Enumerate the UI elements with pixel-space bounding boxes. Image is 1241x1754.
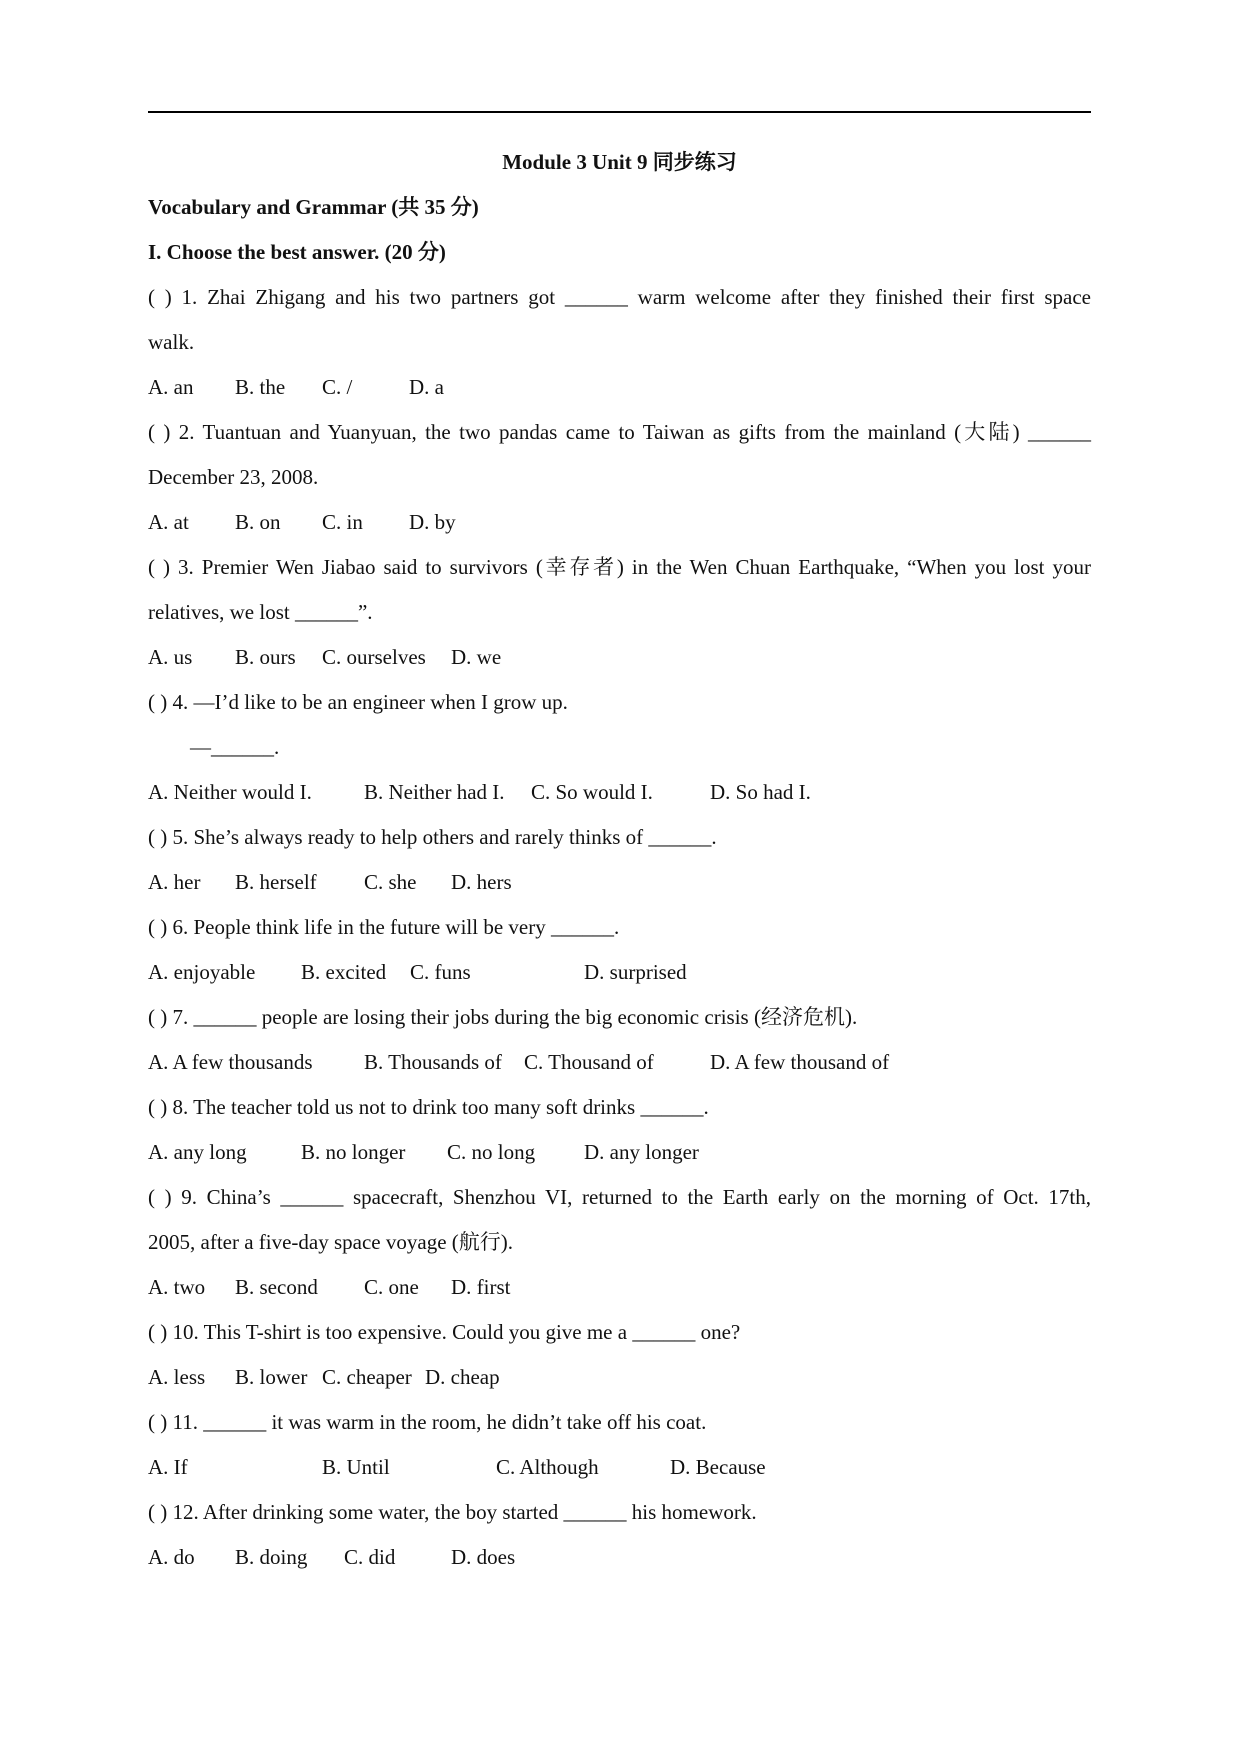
question-stem: ( ) 4. —I’d like to be an engineer when I grow up.: [148, 690, 568, 714]
question-7: [148, 995, 1091, 1085]
header-rule: [148, 111, 1091, 113]
option-a[interactable]: A. two: [148, 1275, 206, 1299]
option-a[interactable]: A. any long: [148, 1140, 247, 1164]
option-a[interactable]: A. Neither would I.: [148, 780, 312, 804]
option-a[interactable]: A. at: [148, 510, 189, 534]
question-10: [148, 1310, 1091, 1400]
question-12: [148, 1490, 1091, 1580]
option-c[interactable]: C. Although: [496, 1455, 599, 1479]
option-d[interactable]: D. does: [451, 1545, 516, 1569]
question-11: [148, 1400, 1091, 1490]
question-stem-cont: relatives, we lost ______”.: [148, 600, 373, 624]
option-b[interactable]: B. no longer: [301, 1140, 406, 1164]
option-c[interactable]: C. did: [344, 1545, 396, 1569]
page-title: Module 3 Unit 9 同步练习: [502, 150, 737, 174]
option-b[interactable]: B. the: [235, 375, 286, 399]
option-b[interactable]: B. lower: [235, 1365, 308, 1389]
options-row: [148, 1355, 1091, 1400]
option-a[interactable]: A. enjoyable: [148, 960, 256, 984]
options-row: [148, 1535, 1091, 1580]
option-b[interactable]: B. doing: [235, 1545, 308, 1569]
question-3: [148, 545, 1091, 680]
question-stem: ( ) 8. The teacher told us not to drink too many soft drinks ______.: [148, 1095, 709, 1119]
option-b[interactable]: B. excited: [301, 960, 387, 984]
option-a[interactable]: A. A few thousands: [148, 1050, 313, 1074]
option-d[interactable]: D. A few thousand of: [710, 1050, 890, 1074]
question-stem: ( ) 5. She’s always ready to help others and rarely thinks of ______.: [148, 825, 717, 849]
option-c[interactable]: C. ourselves: [322, 645, 426, 669]
option-b[interactable]: B. second: [235, 1275, 318, 1299]
options-row: [148, 635, 1091, 680]
worksheet-page: [148, 140, 1091, 1580]
question-stem-cont: December 23, 2008.: [148, 465, 319, 489]
option-d[interactable]: D. by: [409, 510, 456, 534]
options-row: [148, 860, 1091, 905]
option-a[interactable]: A. less: [148, 1365, 206, 1389]
question-8: [148, 1085, 1091, 1175]
option-b[interactable]: B. Until: [322, 1455, 390, 1479]
question-stem: ( ) 2. Tuantuan and Yuanyuan, the two pandas came to Taiwan as gifts from the mainland (大陆) ______: [148, 420, 1091, 444]
option-d[interactable]: D. hers: [451, 870, 512, 894]
options-row: [148, 950, 1091, 995]
option-a[interactable]: A. us: [148, 645, 193, 669]
option-a[interactable]: A. do: [148, 1545, 195, 1569]
option-c[interactable]: C. one: [364, 1275, 419, 1299]
question-1: [148, 275, 1091, 410]
question-stem-cont: walk.: [148, 330, 195, 354]
option-c[interactable]: C. So would I.: [531, 780, 653, 804]
option-b[interactable]: B. on: [235, 510, 281, 534]
option-b[interactable]: B. ours: [235, 645, 296, 669]
option-c[interactable]: C. no long: [447, 1140, 536, 1164]
option-c[interactable]: C. /: [322, 375, 353, 399]
option-d[interactable]: D. first: [451, 1275, 511, 1299]
options-row: [148, 1265, 1091, 1310]
question-stem: ( ) 3. Premier Wen Jiabao said to survivors (幸存者) in the Wen Chuan Earthquake, “When you lost your: [148, 555, 1091, 579]
option-c[interactable]: C. she: [364, 870, 417, 894]
section-heading: Vocabulary and Grammar (共 35 分): [148, 195, 479, 219]
option-a[interactable]: A. If: [148, 1455, 188, 1479]
question-stem: ( ) 6. People think life in the future will be very ______.: [148, 915, 620, 939]
question-stem: ( ) 12. After drinking some water, the boy started ______ his homework.: [148, 1500, 757, 1524]
question-5: [148, 815, 1091, 905]
option-d[interactable]: D. Because: [670, 1455, 766, 1479]
options-row: [148, 1130, 1091, 1175]
question-9: [148, 1175, 1091, 1310]
question-stem-cont: 2005, after a five-day space voyage (航行).: [148, 1230, 514, 1254]
option-a[interactable]: A. her: [148, 870, 201, 894]
options-row: [148, 500, 1091, 545]
question-stem: ( ) 11. ______ it was warm in the room, he didn’t take off his coat.: [148, 1410, 707, 1434]
option-b[interactable]: B. Thousands of: [364, 1050, 502, 1074]
question-4: [148, 680, 1091, 815]
option-d[interactable]: D. So had I.: [710, 780, 811, 804]
option-b[interactable]: B. herself: [235, 870, 317, 894]
option-a[interactable]: A. an: [148, 375, 194, 399]
question-2: [148, 410, 1091, 545]
question-stem: ( ) 1. Zhai Zhigang and his two partners got ______ warm welcome after they finished their first space: [148, 285, 1091, 309]
option-d[interactable]: D. any longer: [584, 1140, 699, 1164]
question-stem: ( ) 10. This T-shirt is too expensive. Could you give me a ______ one?: [148, 1320, 741, 1344]
question-stem: ( ) 9. China’s ______ spacecraft, Shenzhou VI, returned to the Earth early on the morning of Oct. 17th,: [148, 1185, 1091, 1209]
options-row: [148, 365, 1091, 410]
option-d[interactable]: D. a: [409, 375, 444, 399]
option-c[interactable]: C. cheaper: [322, 1365, 412, 1389]
option-c[interactable]: C. funs: [410, 960, 471, 984]
question-stem: ( ) 7. ______ people are losing their jobs during the big economic crisis (经济危机).: [148, 1005, 858, 1029]
option-c[interactable]: C. Thousand of: [524, 1050, 654, 1074]
options-row: [148, 1040, 1091, 1085]
part-heading: I. Choose the best answer. (20 分): [148, 240, 446, 264]
options-row: [148, 770, 1091, 815]
option-b[interactable]: B. Neither had I.: [364, 780, 505, 804]
question-6: [148, 905, 1091, 995]
option-d[interactable]: D. surprised: [584, 960, 687, 984]
options-row: [148, 1445, 1091, 1490]
option-d[interactable]: D. cheap: [425, 1365, 500, 1389]
option-c[interactable]: C. in: [322, 510, 363, 534]
option-d[interactable]: D. we: [451, 645, 502, 669]
answer-blank-line: —______.: [190, 735, 280, 759]
